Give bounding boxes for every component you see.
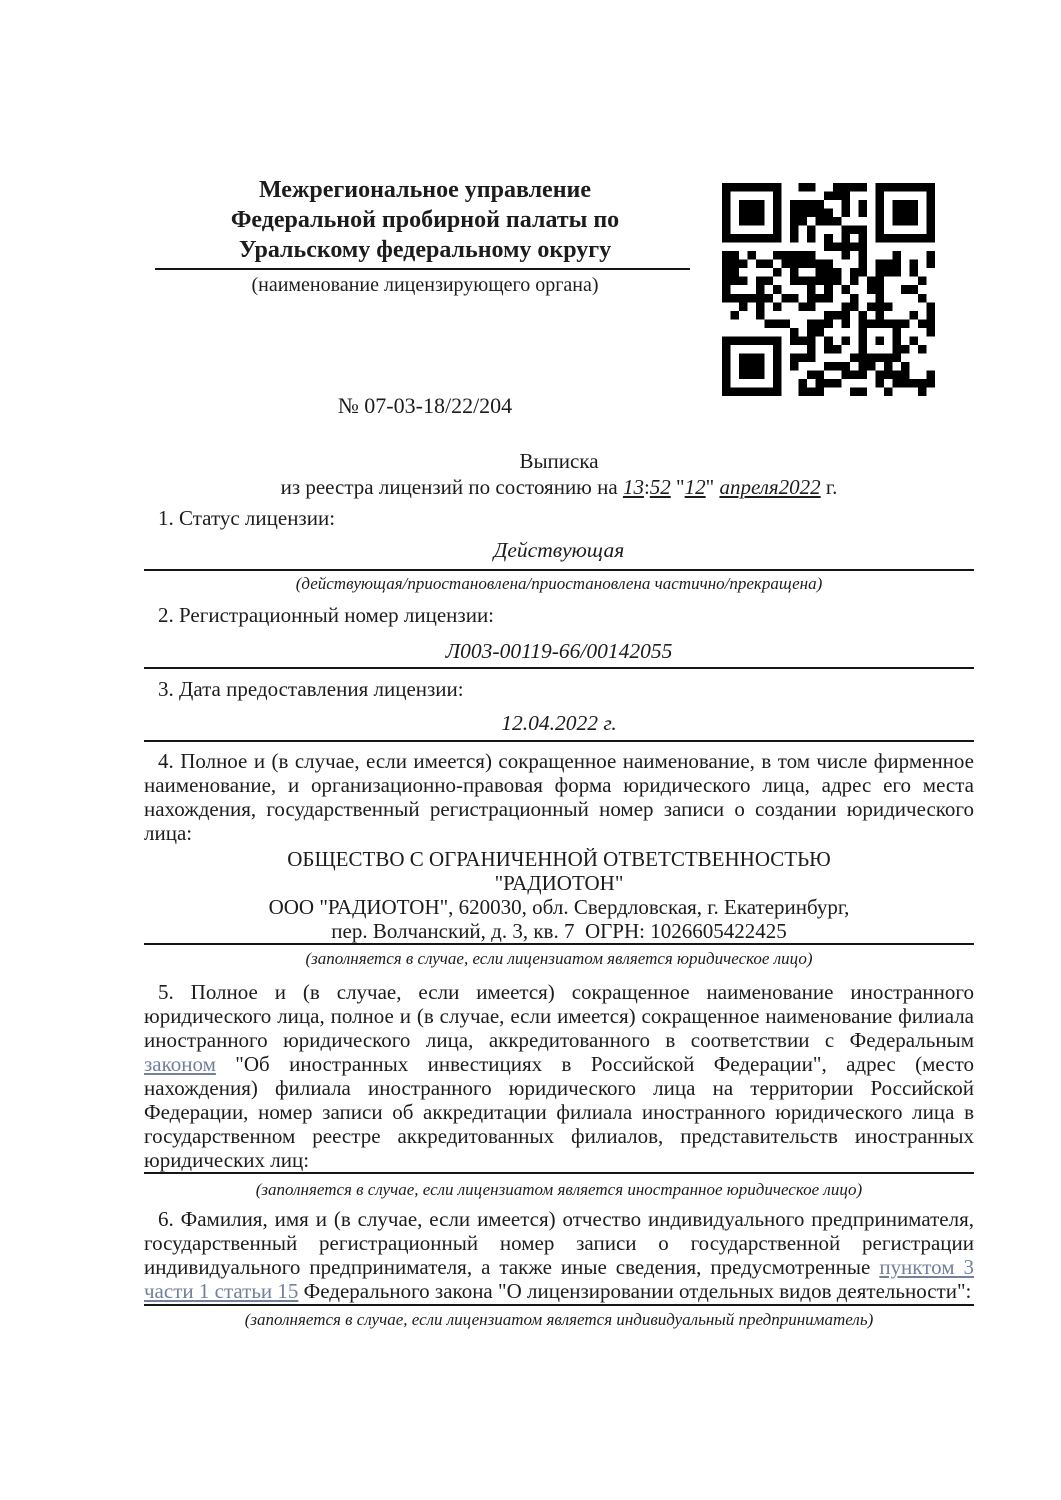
document-title: Выписка: [519, 449, 599, 473]
item-2-label: 2. Регистрационный номер лицензии:: [158, 603, 495, 627]
licensee-address-line: ООО "РАДИОТОН", 620030, обл. Свердловская, г. Екатеринбург,: [268, 895, 850, 919]
field-note-legal-entity: (заполняется в случае, если лицензиатом является юридическое лицо): [305, 949, 813, 968]
licensing-authority-name: [144, 175, 706, 265]
licensee-name-line: ОБЩЕСТВО С ОГРАНИЧЕННОЙ ОТВЕТСТВЕННОСТЬЮ: [287, 847, 831, 871]
horizontal-rule: [144, 667, 974, 669]
text-segment: 6. Фамилия, имя и (в случае, если имеется) отчество индивидуального предпринимателя, государственный регистрационный номер записи о государственной регистрации индивидуального предпринимателя, а также иные сведения, предусмотренные: [144, 1207, 974, 1279]
filled-in-value: 12: [684, 475, 706, 499]
license-status-value: Действующая: [493, 538, 625, 562]
item-1-label: 1. Статус лицензии:: [158, 506, 336, 530]
org-name-line: Уральскому федеральному округу: [238, 237, 612, 263]
licensee-name-value: [144, 847, 974, 943]
text-segment: Федерального закона "О лицензировании отдельных видов деятельности":: [298, 1279, 972, 1303]
text-segment: ": [705, 475, 720, 499]
field-note-status: (действующая/приостановлена/приостановлена частично/прекращена): [295, 574, 823, 593]
field-note-individual-entrepreneur: (заполняется в случае, если лицензиатом является индивидуальный предприниматель): [244, 1310, 874, 1329]
license-grant-date-value: 12.04.2022 г.: [501, 711, 617, 735]
text-segment: "Об иностранных инвестициях в Российской Федерации", адрес (место нахождения) филиала иностранного юридического лица на территории Российской Федерации, номер записи об аккредитации филиала иностранного юридического лица в государственном реестре аккредитованных филиалов, представительств иностранных юридических лиц:: [144, 1052, 974, 1172]
extract-date-line: [144, 474, 974, 500]
document-number: № 07-03-18/22/204: [337, 393, 513, 418]
text-segment: г.: [820, 475, 838, 499]
licensee-name-line: "РАДИОТОН": [494, 871, 624, 895]
horizontal-rule: [144, 740, 974, 742]
header-underline: [155, 268, 690, 270]
item-5-paragraph: [144, 980, 974, 1172]
license-reg-number-value: Л003-00119-66/00142055: [445, 639, 673, 663]
horizontal-rule: [144, 943, 974, 945]
qr-code: [722, 183, 935, 396]
horizontal-rule: [144, 569, 974, 571]
filled-in-value: 13: [622, 475, 644, 499]
doc-link[interactable]: пунктом 3 части 1 статьи 15: [144, 1255, 975, 1303]
text-segment: :: [643, 475, 650, 499]
horizontal-rule: [144, 1172, 974, 1174]
org-name-line: Межрегиональное управление: [258, 177, 592, 203]
horizontal-rule: [144, 1304, 974, 1306]
document-header: [144, 175, 974, 298]
text-segment: ": [670, 475, 685, 499]
org-name-line: Федеральной пробирной палаты по: [230, 207, 620, 233]
item-6-paragraph: [144, 1207, 974, 1303]
org-name-caption: (наименование лицензирующего органа): [251, 274, 599, 296]
licensee-address-ogrn-line: пер. Волчанский, д. 3, кв. 7 ОГРН: 1026605422425: [331, 919, 787, 943]
header-left-column: [144, 175, 706, 298]
filled-in-value: 52: [649, 475, 671, 499]
item-4-paragraph: 4. Полное и (в случае, если имеется) сокращенное наименование, в том числе фирменное наименование, и организационно-правовая форма юридического лица, адрес его места нахождения, государственный регистрационный номер записи о создании юридического лица:: [144, 749, 974, 845]
filled-in-value: апреля2022: [719, 475, 821, 499]
item-3-label: 3. Дата предоставления лицензии:: [158, 677, 464, 701]
text-segment: из реестра лицензий по состоянию на: [280, 475, 623, 499]
doc-link[interactable]: законом: [144, 1052, 216, 1076]
text-segment: 5. Полное и (в случае, если имеется) сокращенное наименование иностранного юридического лица, полное и (в случае, если имеется) сокращенное наименование филиала иностранного юридического лица, аккредитованного в соответствии с Федеральным: [144, 980, 974, 1052]
field-note-foreign-entity: (заполняется в случае, если лицензиатом является иностранное юридическое лицо): [255, 1180, 863, 1199]
